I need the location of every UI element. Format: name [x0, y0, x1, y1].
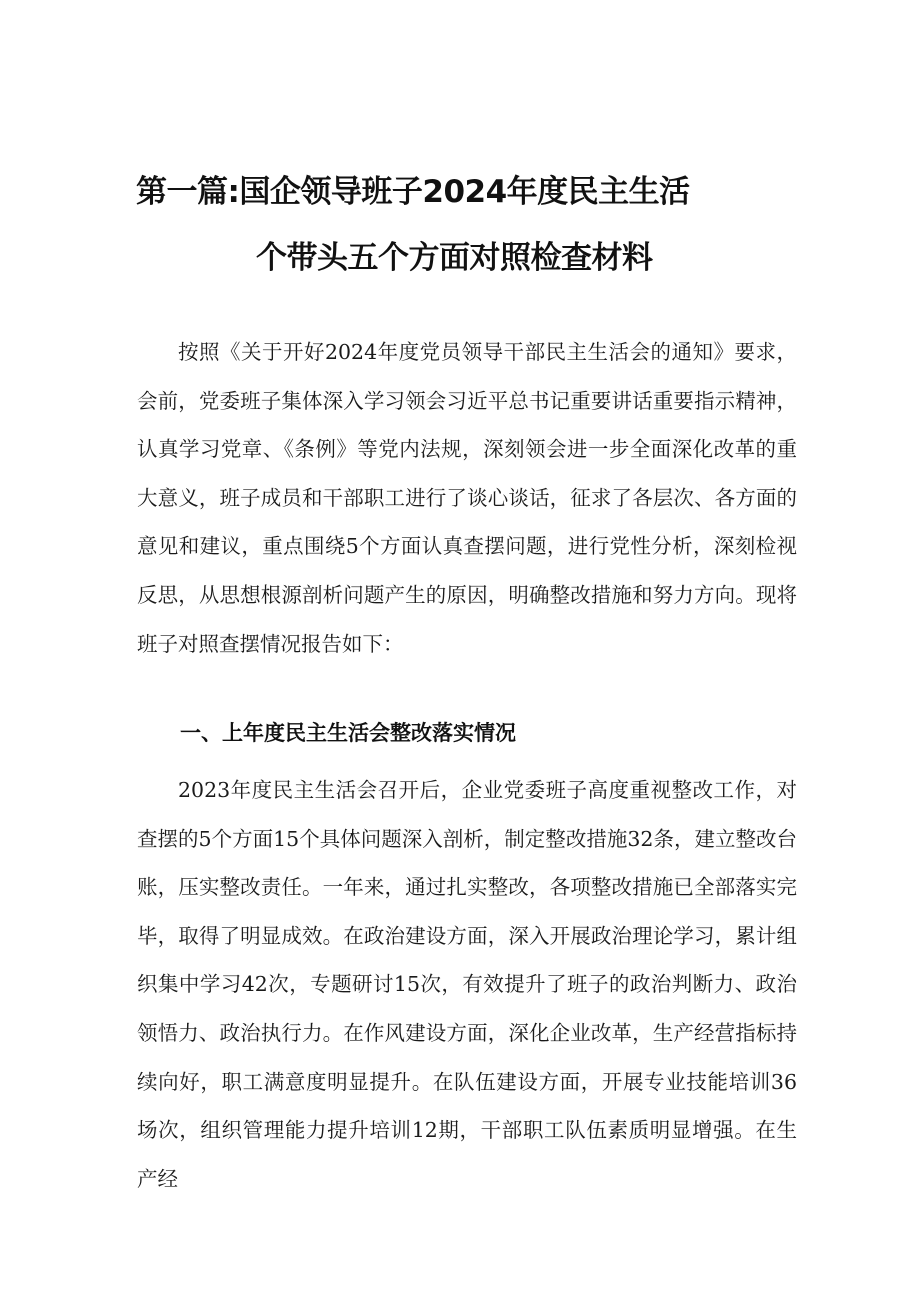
section-1-paragraph: 2023年度民主生活会召开后，企业党委班子高度重视整改工作，对查摆的5个方面15个具体问题深入剖析，制定整改措施32条，建立整改台账，压实整改责任。一年来，通过扎实整改，各项整改措施已全部落实完毕，取得了明显成效。在政治建设方面，深入开展政治理论学习，累计组织集中学习42次，专题研讨15次，有效提升了班子的政治判断力、政治领悟力、政治执行力。在作风建设方面，深化企业改革，生产经营指标持续向好，职工满意度明显提升。在队伍建设方面，开展专业技能培训36场次，组织管理能力提升培训12期，干部职工队伍素质明显增强。在生产经: [137, 778, 797, 1191]
document-title-line-2: 个带头五个方面对照检查材料: [256, 240, 653, 276]
intro-paragraph-block: [137, 328, 797, 668]
document-title-line-1: 第一篇:国企领导班子2024年度民主生活: [136, 174, 690, 210]
section-heading-1: 一、上年度民主生活会整改落实情况: [180, 721, 516, 745]
section-1-paragraph-block: [137, 766, 797, 1203]
intro-paragraph: 按照《关于开好2024年度党员领导干部民主生活会的通知》要求，会前，党委班子集体深入学习领会习近平总书记重要讲话重要指示精神，认真学习党章、《条例》等党内法规，深刻领会进一步全面深化改革的重大意义，班子成员和干部职工进行了谈心谈话，征求了各层次、各方面的意见和建议，重点围绕5个方面认真查摆问题，进行党性分析，深刻检视反思，从思想根源剖析问题产生的原因，明确整改措施和努力方向。现将班子对照查摆情况报告如下：: [137, 340, 797, 656]
